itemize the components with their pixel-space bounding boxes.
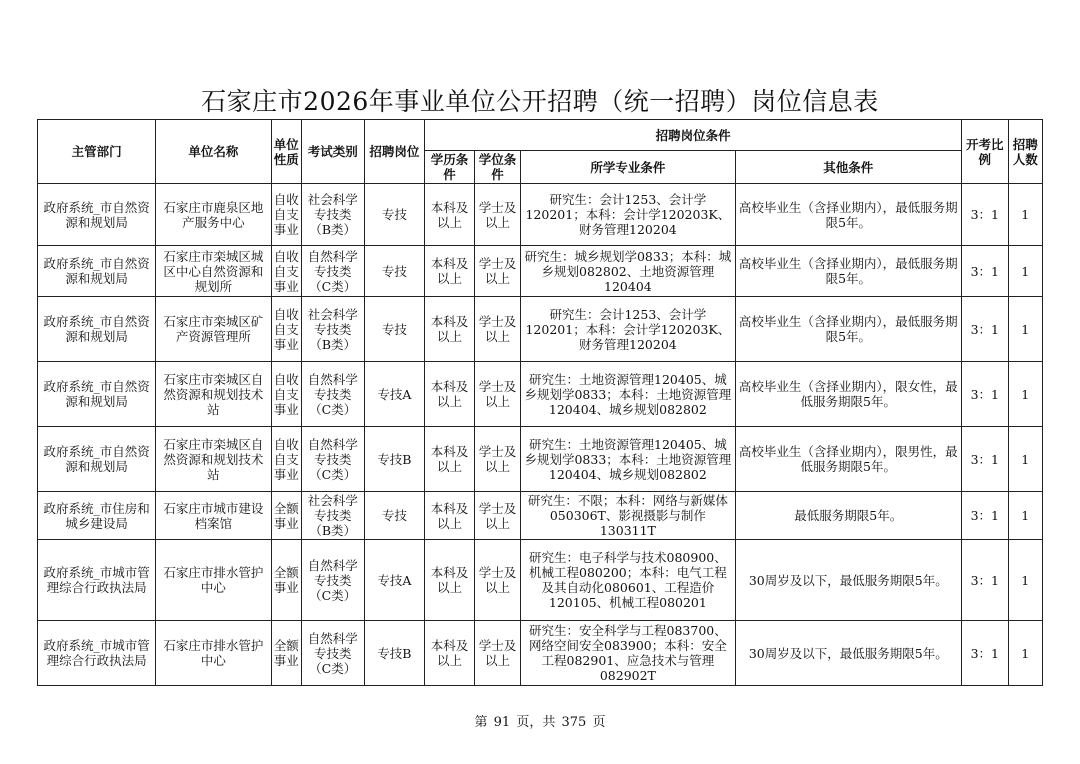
cell-exam: 自然科学专技类（C类） <box>301 427 364 492</box>
cell-edu: 本科及以上 <box>425 540 475 621</box>
cell-count: 1 <box>1008 246 1042 297</box>
cell-edu: 本科及以上 <box>425 492 475 540</box>
header-degree: 学位条件 <box>474 151 521 184</box>
cell-degree: 学士及以上 <box>474 540 521 621</box>
recruitment-table <box>37 119 1043 686</box>
cell-post: 专技 <box>364 246 425 297</box>
page-title: 石家庄市2026年事业单位公开招聘（统一招聘）岗位信息表 <box>201 87 879 116</box>
table-row <box>38 246 1043 297</box>
cell-dept: 政府系统_市城市管理综合行政执法局 <box>38 621 156 686</box>
cell-exam: 社会科学专技类（B类） <box>301 492 364 540</box>
cell-other: 高校毕业生（含择业期内），最低服务期限5年。 <box>735 246 961 297</box>
cell-post: 专技B <box>364 621 425 686</box>
cell-other: 高校毕业生（含择业期内），最低服务期限5年。 <box>735 297 961 362</box>
cell-nature: 自收自支事业 <box>271 246 301 297</box>
table-row <box>38 297 1043 362</box>
table-row <box>38 540 1043 621</box>
cell-nature: 自收自支事业 <box>271 184 301 246</box>
cell-other: 30周岁及以下，最低服务期限5年。 <box>735 621 961 686</box>
cell-ratio: 3：1 <box>962 184 1009 246</box>
cell-count: 1 <box>1008 297 1042 362</box>
cell-post: 专技 <box>364 184 425 246</box>
cell-major: 研究生：城乡规划学0833；本科：城乡规划082802、土地资源管理120404 <box>521 246 735 297</box>
header-major: 所学专业条件 <box>521 151 735 184</box>
cell-other: 高校毕业生（含择业期内），限女性，最低服务期限5年。 <box>735 362 961 427</box>
cell-nature: 自收自支事业 <box>271 362 301 427</box>
cell-other: 高校毕业生（含择业期内），最低服务期限5年。 <box>735 184 961 246</box>
cell-nature: 全额事业 <box>271 540 301 621</box>
cell-other: 30周岁及以下，最低服务期限5年。 <box>735 540 961 621</box>
cell-ratio: 3：1 <box>962 621 1009 686</box>
header-post: 招聘岗位 <box>364 120 425 184</box>
cell-degree: 学士及以上 <box>474 427 521 492</box>
cell-exam: 自然科学专技类（C类） <box>301 362 364 427</box>
cell-unit: 石家庄市栾城区城区中心自然资源和规划所 <box>156 246 271 297</box>
cell-ratio: 3：1 <box>962 297 1009 362</box>
cell-exam: 自然科学专技类（C类） <box>301 621 364 686</box>
header-nature: 单位性质 <box>271 120 301 184</box>
cell-major: 研究生：电子科学与技术080900、机械工程080200；本科：电气工程及其自动化080601、工程造价120105、机械工程080201 <box>521 540 735 621</box>
cell-ratio: 3：1 <box>962 492 1009 540</box>
header-ratio: 开考比例 <box>962 120 1009 184</box>
page-total: 375 <box>561 715 587 730</box>
cell-other: 高校毕业生（含择业期内），限男性，最低服务期限5年。 <box>735 427 961 492</box>
cell-major: 研究生：安全科学与工程083700、网络空间安全083900；本科：安全工程082901、应急技术与管理082902T <box>521 621 735 686</box>
footer-suffix: 页 <box>592 715 606 730</box>
table-row <box>38 427 1043 492</box>
cell-edu: 本科及以上 <box>425 362 475 427</box>
cell-degree: 学士及以上 <box>474 246 521 297</box>
header-unit: 单位名称 <box>156 120 271 184</box>
cell-edu: 本科及以上 <box>425 184 475 246</box>
header-dept: 主管部门 <box>38 120 156 184</box>
cell-dept: 政府系统_市自然资源和规划局 <box>38 362 156 427</box>
cell-major: 研究生：会计1253、会计学120201；本科：会计学120203K、财务管理120204 <box>521 184 735 246</box>
cell-post: 专技 <box>364 297 425 362</box>
table-row <box>38 621 1043 686</box>
cell-count: 1 <box>1008 492 1042 540</box>
cell-dept: 政府系统_市自然资源和规划局 <box>38 184 156 246</box>
cell-edu: 本科及以上 <box>425 621 475 686</box>
cell-other: 最低服务期限5年。 <box>735 492 961 540</box>
cell-post: 专技B <box>364 427 425 492</box>
cell-count: 1 <box>1008 184 1042 246</box>
cell-major: 研究生：会计1253、会计学120201；本科：会计学120203K、财务管理120204 <box>521 297 735 362</box>
cell-major: 研究生：土地资源管理120405、城乡规划学0833；本科：土地资源管理120404、城乡规划082802 <box>521 427 735 492</box>
cell-edu: 本科及以上 <box>425 246 475 297</box>
cell-ratio: 3：1 <box>962 427 1009 492</box>
cell-count: 1 <box>1008 362 1042 427</box>
footer-mid: 页，共 <box>516 715 556 730</box>
cell-nature: 全额事业 <box>271 621 301 686</box>
cell-degree: 学士及以上 <box>474 184 521 246</box>
header-conditions: 招聘岗位条件 <box>425 120 962 151</box>
page-number: 91 <box>493 715 511 730</box>
cell-unit: 石家庄市栾城区矿产资源管理所 <box>156 297 271 362</box>
cell-ratio: 3：1 <box>962 540 1009 621</box>
cell-nature: 自收自支事业 <box>271 427 301 492</box>
cell-nature: 全额事业 <box>271 492 301 540</box>
cell-degree: 学士及以上 <box>474 362 521 427</box>
cell-exam: 社会科学专技类（B类） <box>301 184 364 246</box>
cell-count: 1 <box>1008 621 1042 686</box>
cell-dept: 政府系统_市自然资源和规划局 <box>38 297 156 362</box>
cell-post: 专技A <box>364 362 425 427</box>
cell-dept: 政府系统_市住房和城乡建设局 <box>38 492 156 540</box>
cell-major: 研究生：不限；本科：网络与新媒体050306T、影视摄影与制作130311T <box>521 492 735 540</box>
cell-nature: 自收自支事业 <box>271 297 301 362</box>
cell-major: 研究生：土地资源管理120405、城乡规划学0833；本科：土地资源管理120404、城乡规划082802 <box>521 362 735 427</box>
cell-dept: 政府系统_市城市管理综合行政执法局 <box>38 540 156 621</box>
cell-degree: 学士及以上 <box>474 297 521 362</box>
cell-exam: 社会科学专技类（B类） <box>301 297 364 362</box>
cell-unit: 石家庄市鹿泉区地产服务中心 <box>156 184 271 246</box>
footer-prefix: 第 <box>474 715 488 730</box>
table-row <box>38 362 1043 427</box>
cell-edu: 本科及以上 <box>425 427 475 492</box>
table-row <box>38 184 1043 246</box>
cell-exam: 自然科学专技类（C类） <box>301 540 364 621</box>
cell-unit: 石家庄市栾城区自然资源和规划技术站 <box>156 362 271 427</box>
cell-ratio: 3：1 <box>962 246 1009 297</box>
cell-unit: 石家庄市城市建设档案馆 <box>156 492 271 540</box>
cell-unit: 石家庄市排水管护中心 <box>156 621 271 686</box>
cell-unit: 石家庄市排水管护中心 <box>156 540 271 621</box>
cell-count: 1 <box>1008 427 1042 492</box>
cell-degree: 学士及以上 <box>474 492 521 540</box>
cell-post: 专技 <box>364 492 425 540</box>
cell-exam: 自然科学专技类（C类） <box>301 246 364 297</box>
header-other: 其他条件 <box>735 151 961 184</box>
cell-post: 专技A <box>364 540 425 621</box>
header-count: 招聘人数 <box>1008 120 1042 184</box>
cell-unit: 石家庄市栾城区自然资源和规划技术站 <box>156 427 271 492</box>
cell-degree: 学士及以上 <box>474 621 521 686</box>
page-footer <box>0 711 1080 730</box>
header-edu: 学历条件 <box>425 151 475 184</box>
header-exam: 考试类别 <box>301 120 364 184</box>
cell-ratio: 3：1 <box>962 362 1009 427</box>
cell-dept: 政府系统_市自然资源和规划局 <box>38 246 156 297</box>
cell-dept: 政府系统_市自然资源和规划局 <box>38 427 156 492</box>
cell-edu: 本科及以上 <box>425 297 475 362</box>
table-row <box>38 492 1043 540</box>
cell-count: 1 <box>1008 540 1042 621</box>
